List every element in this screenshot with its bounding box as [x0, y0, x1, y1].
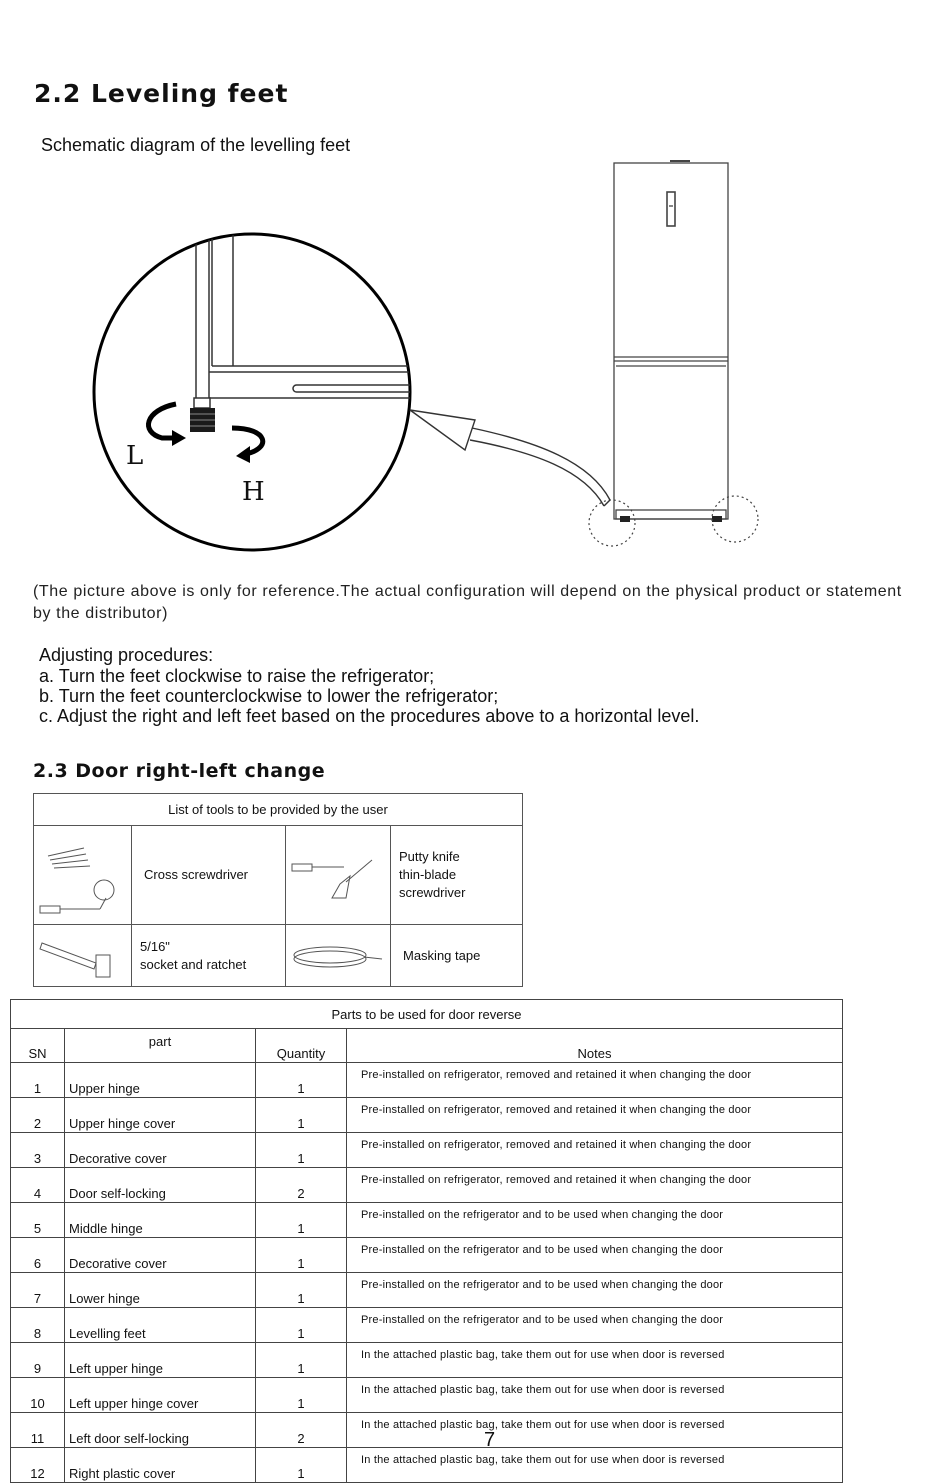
- part-note: In the attached plastic bag, take them out for use when door is reversed: [347, 1343, 843, 1378]
- socket-ratchet-cell: [132, 925, 286, 987]
- procedure-step-b: b. Turn the feet counterclockwise to lower the refrigerator;: [39, 686, 499, 706]
- part-note: In the attached plastic bag, take them out for use when door is reversed: [347, 1448, 843, 1483]
- part-name: Lower hinge: [65, 1273, 256, 1308]
- part-quantity: 1: [256, 1133, 347, 1168]
- masking-tape-label: Masking tape: [391, 925, 523, 987]
- part-sn: 8: [11, 1308, 65, 1343]
- tool-icon-cell: [34, 826, 132, 925]
- part-sn: 12: [11, 1448, 65, 1483]
- part-sn: 2: [11, 1098, 65, 1133]
- table-row: [11, 1238, 843, 1273]
- foot-stem: [194, 398, 210, 408]
- refrigerator-drawing: [614, 161, 728, 519]
- left-foot-highlight: [589, 500, 635, 546]
- table-row: [11, 1168, 843, 1203]
- part-name: Left upper hinge cover: [65, 1378, 256, 1413]
- part-name: Middle hinge: [65, 1203, 256, 1238]
- procedure-step-c: c. Adjust the right and left feet based on the procedures above to a horizontal level.: [39, 706, 700, 726]
- header-sn: SN: [11, 1029, 65, 1063]
- header-notes: Notes: [347, 1029, 843, 1063]
- leveling-feet-diagram: [0, 150, 950, 560]
- part-note: In the attached plastic bag, take them out for use when door is reversed: [347, 1413, 843, 1448]
- page-number: 7: [484, 1429, 496, 1451]
- section-2-3-heading-text: .3 Door right-left change: [46, 760, 326, 782]
- part-sn: 11: [11, 1413, 65, 1448]
- parts-table: [10, 999, 843, 1483]
- section-2-3-heading-num: 2: [33, 760, 47, 782]
- tool-icon-cell: [286, 925, 391, 987]
- socket-size-label: 5/16": [140, 938, 170, 954]
- part-name: Levelling feet: [65, 1308, 256, 1343]
- tool-icon-cell: [286, 826, 391, 925]
- tool-icon-cell: [34, 925, 132, 987]
- part-sn: 7: [11, 1273, 65, 1308]
- part-name: Right plastic cover: [65, 1448, 256, 1483]
- pointer-arrow: [472, 428, 610, 500]
- part-note: Pre-installed on refrigerator, removed and retained it when changing the door: [347, 1063, 843, 1098]
- counterclockwise-arrow: [148, 404, 176, 438]
- masking-tape-icon: [286, 925, 390, 981]
- part-quantity: 2: [256, 1168, 347, 1203]
- table-row: [11, 1098, 843, 1133]
- table-row: [11, 1343, 843, 1378]
- part-note: Pre-installed on refrigerator, removed and retained it when changing the door: [347, 1098, 843, 1133]
- procedure-step-a: a. Turn the feet clockwise to raise the refrigerator;: [39, 666, 435, 686]
- section-2-3-heading: [33, 760, 325, 782]
- parts-table-title: Parts to be used for door reverse: [11, 1000, 843, 1029]
- cabinet-corner-detail: [196, 225, 433, 398]
- part-note: Pre-installed on the refrigerator and to be used when changing the door: [347, 1203, 843, 1238]
- part-quantity: 1: [256, 1308, 347, 1343]
- part-sn: 4: [11, 1168, 65, 1203]
- table-row: [11, 1273, 843, 1308]
- putty-knife-label: Putty knife: [399, 849, 460, 864]
- putty-knife-icon: [286, 826, 390, 919]
- part-note: Pre-installed on the refrigerator and to be used when changing the door: [347, 1308, 843, 1343]
- header-quantity: Quantity: [256, 1029, 347, 1063]
- reference-note: (The picture above is only for reference.The actual configuration will depend on the physical product or statement by the distributor): [33, 583, 902, 622]
- table-row: [11, 1308, 843, 1343]
- table-row: [11, 1448, 843, 1483]
- label-h: H: [242, 477, 265, 507]
- header-part: part: [65, 1029, 256, 1063]
- thin-blade-screwdriver-label: thin-blade screwdriver: [399, 867, 466, 900]
- table-row: [11, 1063, 843, 1098]
- part-quantity: 1: [256, 1273, 347, 1308]
- part-quantity: 2: [256, 1413, 347, 1448]
- table-row: [11, 1413, 843, 1448]
- part-sn: 5: [11, 1203, 65, 1238]
- section-2-2-heading-num: 2: [34, 79, 53, 108]
- putty-knife-cell: [391, 826, 523, 925]
- table-row: [11, 1203, 843, 1238]
- cross-screwdriver-label: Cross screwdriver: [132, 826, 286, 925]
- socket-ratchet-label: socket and ratchet: [140, 956, 247, 972]
- part-name: Upper hinge: [65, 1063, 256, 1098]
- tools-table: [33, 793, 523, 987]
- section-2-2-heading: [34, 79, 288, 108]
- part-quantity: 1: [256, 1378, 347, 1413]
- part-name: Decorative cover: [65, 1133, 256, 1168]
- part-name: Left door self-locking: [65, 1413, 256, 1448]
- part-sn: 9: [11, 1343, 65, 1378]
- part-note: In the attached plastic bag, take them out for use when door is reversed: [347, 1378, 843, 1413]
- part-quantity: 1: [256, 1343, 347, 1378]
- part-note: Pre-installed on refrigerator, removed and retained it when changing the door: [347, 1133, 843, 1168]
- label-l: L: [126, 441, 144, 471]
- table-row: [11, 1133, 843, 1168]
- part-name: Upper hinge cover: [65, 1098, 256, 1133]
- tools-table-title: List of tools to be provided by the user: [34, 794, 523, 826]
- cross-screwdriver-icon: [34, 826, 131, 919]
- part-name: Left upper hinge: [65, 1343, 256, 1378]
- part-name: Decorative cover: [65, 1238, 256, 1273]
- procedures-title: Adjusting procedures:: [39, 645, 214, 665]
- part-note: Pre-installed on the refrigerator and to be used when changing the door: [347, 1273, 843, 1308]
- part-sn: 3: [11, 1133, 65, 1168]
- table-row: [11, 1378, 843, 1413]
- part-quantity: 1: [256, 1063, 347, 1098]
- part-sn: 10: [11, 1378, 65, 1413]
- part-note: Pre-installed on refrigerator, removed and retained it when changing the door: [347, 1168, 843, 1203]
- part-quantity: 1: [256, 1448, 347, 1483]
- part-quantity: 1: [256, 1238, 347, 1273]
- part-quantity: 1: [256, 1203, 347, 1238]
- part-sn: 6: [11, 1238, 65, 1273]
- part-quantity: 1: [256, 1098, 347, 1133]
- part-name: Door self-locking: [65, 1168, 256, 1203]
- section-2-2-heading-text: .2 Leveling feet: [52, 79, 289, 108]
- socket-ratchet-icon: [34, 925, 131, 981]
- part-note: Pre-installed on the refrigerator and to be used when changing the door: [347, 1238, 843, 1273]
- part-sn: 1: [11, 1063, 65, 1098]
- schematic-caption: Schematic diagram of the levelling feet: [41, 135, 351, 155]
